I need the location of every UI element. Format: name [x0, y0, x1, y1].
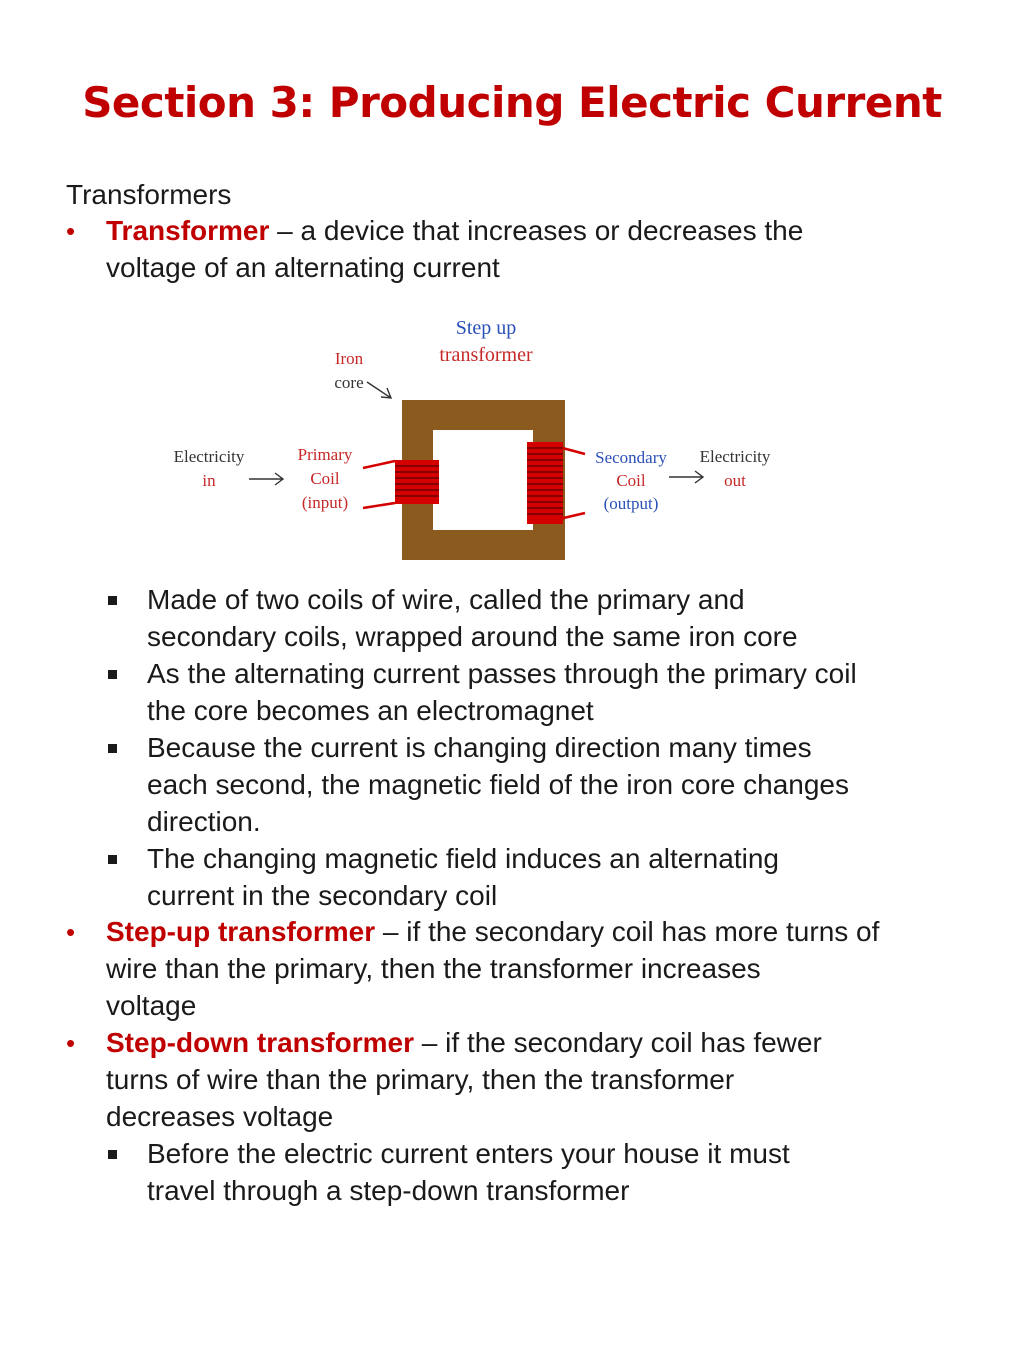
term-transformer: Transformer	[106, 215, 270, 246]
term-step-down-transformer: Step-down transformer	[106, 1027, 415, 1058]
square-bullet	[108, 1150, 117, 1159]
sub-bullet-3-line-1: Because the current is changing direction many times	[147, 732, 812, 763]
input-label: (input)	[301, 493, 349, 512]
out-label: out	[724, 471, 746, 490]
sub-bullet-3-line-3: direction.	[147, 806, 261, 837]
sub-bullet-2-line-2: the core becomes an electromagnet	[147, 695, 594, 726]
bullet-dot: •	[66, 216, 76, 246]
output-label: (output)	[603, 494, 659, 513]
secondary-coil-label: Coil	[616, 471, 646, 490]
sub-bullet-5-line-1: Before the electric current enters your house it must	[147, 1138, 790, 1169]
step-up-continued-2: voltage	[106, 990, 197, 1021]
step-up-definition: – if the secondary coil has more turns of	[375, 916, 880, 947]
page-title: Section 3: Producing Electric Current	[82, 78, 942, 127]
sub-bullet-1-line-2: secondary coils, wrapped around the same iron core	[147, 621, 798, 652]
iron-core-arrow	[367, 382, 391, 398]
bullet-transformer	[106, 213, 803, 249]
sub-bullet-4-line-2: current in the secondary coil	[147, 880, 498, 911]
core-label: core	[334, 373, 364, 392]
definition-continued: voltage of an alternating current	[106, 252, 500, 283]
step-up-label-1: Step up	[455, 317, 517, 339]
term-step-up-transformer: Step-up transformer	[106, 916, 376, 947]
iron-label: Iron	[334, 349, 364, 368]
bullet-step-up	[106, 914, 879, 950]
output-arrow	[669, 471, 703, 483]
secondary-label: Secondary	[595, 448, 667, 467]
in-label: in	[202, 471, 216, 490]
sub-bullet-3-line-2: each second, the magnetic field of the iron core changes	[147, 769, 849, 800]
step-down-definition: – if the secondary coil has fewer	[414, 1027, 822, 1058]
sub-bullet-4-line-1: The changing magnetic field induces an alternating	[147, 843, 779, 874]
square-bullet	[108, 596, 117, 605]
electricity-out-label: Electricity	[699, 447, 771, 466]
square-bullet	[108, 855, 117, 864]
bullet-dot: •	[66, 1028, 76, 1058]
step-up-continued-1: wire than the primary, then the transformer increases	[106, 953, 761, 984]
bullet-step-down	[106, 1025, 822, 1061]
section-heading: Transformers	[66, 179, 232, 210]
step-down-continued-2: decreases voltage	[106, 1101, 334, 1132]
step-down-continued-1: turns of wire than the primary, then the transformer	[106, 1064, 735, 1095]
secondary-coil	[527, 442, 585, 524]
core-window	[433, 430, 533, 530]
step-up-label-2: transformer	[439, 344, 533, 366]
primary-label: Primary	[297, 445, 353, 464]
square-bullet	[108, 670, 117, 679]
sub-bullet-2-line-1: As the alternating current passes through the primary coil	[147, 658, 857, 689]
sub-bullet-5-line-2: travel through a step-down transformer	[147, 1175, 630, 1206]
square-bullet	[108, 744, 117, 753]
sub-bullet-1-line-1: Made of two coils of wire, called the primary and	[147, 584, 745, 615]
input-arrow	[249, 473, 283, 485]
primary-coil	[363, 460, 439, 508]
transformer-diagram	[155, 308, 795, 568]
primary-coil-label: Coil	[310, 469, 340, 488]
definition-text: – a device that increases or decreases the	[269, 215, 804, 246]
bullet-dot: •	[66, 917, 76, 947]
electricity-in-label: Electricity	[173, 447, 245, 466]
